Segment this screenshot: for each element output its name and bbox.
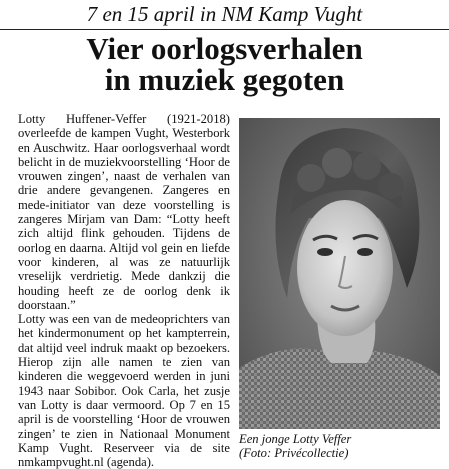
kicker-divider	[0, 29, 449, 30]
caption-line-2: (Foto: Privécollectie)	[239, 446, 349, 460]
article-headline	[0, 33, 449, 95]
portrait-photo	[239, 118, 440, 429]
body-paragraph-1: Lotty Huffener-Veffer (1921-2018) overleefde de kampen Vught, Westerbork en Auschwitz. Haar oorlogsverhaal wordt belicht in de muziekvoorstelling ‘Hoor de vrouwen zingen’, naast de verhalen van drie andere gevangenen. Zangeres en mede-initiator van deze voorstelling is zangeres Mirjam van Dam: “Lotty heeft zich altijd flink gehouden. Tijdens de oorlog en daarna. Altijd vol gein en liefde voor kinderen, al was ze natuurlijk vreselijk verdrietig. Mede dankzij die houding heeft ze de oorlog denk ik doorstaan.”	[18, 112, 230, 312]
photo-caption	[239, 432, 444, 460]
caption-line-1: Een jonge Lotty Veffer	[239, 432, 352, 446]
body-paragraph-2: Lotty was een van de medeoprichters van het kindermonument op het kampterrein, dat altijd veel indruk maakt op bezoekers. Hierop zijn alle namen te zien van kinderen die weggevoerd werden in juni 1943 naar Sobibor. Ook Carla, het zusje van Lotty is daar vermoord. Op 7 en 15 april is de voorstelling ‘Hoor de vrouwen zingen’ te zien in Nationaal Monument Kamp Vught. Reserveer via de site nmkampvught.nl (agenda).	[18, 312, 230, 469]
article-kicker: 7 en 15 april in NM Kamp Vught	[86, 2, 363, 26]
headline-line-2: in muziek gegoten	[104, 62, 345, 97]
article-body	[18, 112, 230, 469]
headline-line-1: Vier oorlogsverhalen	[86, 31, 363, 66]
